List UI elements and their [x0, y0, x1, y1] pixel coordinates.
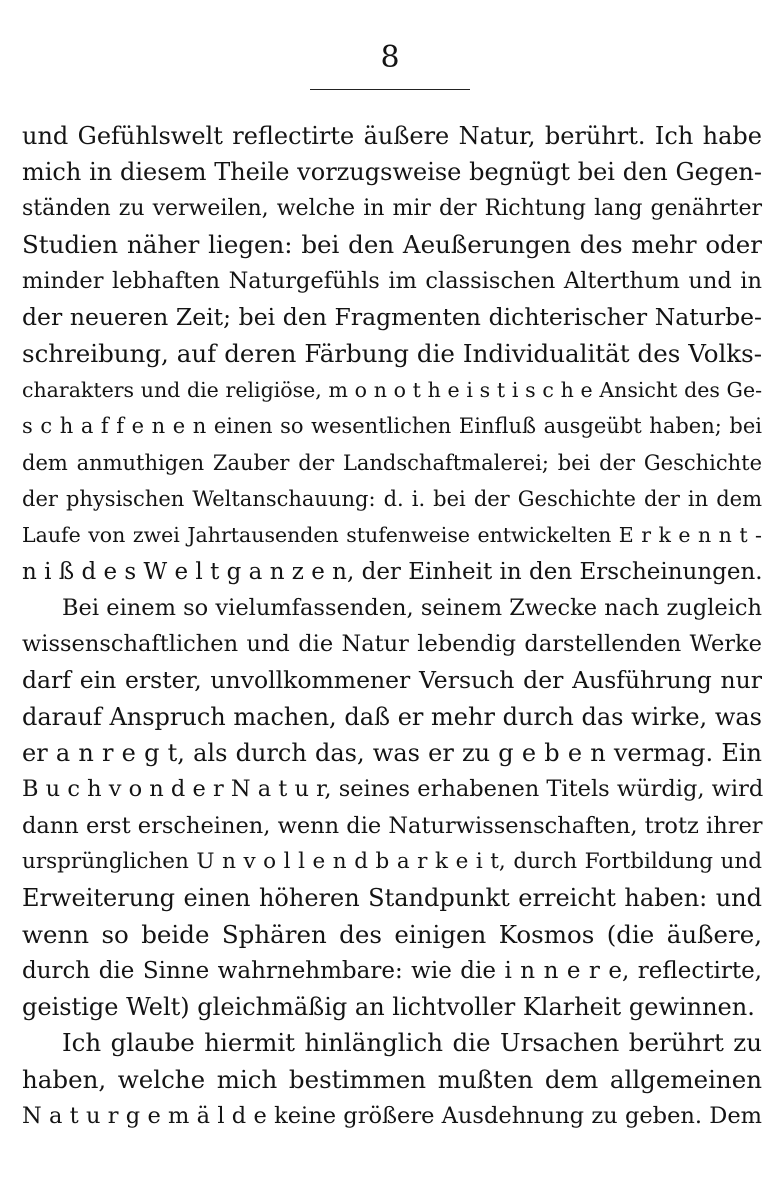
- text-line: B u c h v o n d e r N a t u r, seines erhabenen Titels würdig, wird: [22, 776, 764, 803]
- text-line: Studien näher liegen: bei den Aeußerungen des mehr oder: [22, 229, 762, 259]
- text-line: ständen zu verweilen, welche in mir der Richtung lang genährter: [22, 195, 762, 221]
- text-line: minder lebhaften Naturgefühls im classischen Alterthum und in: [22, 268, 762, 295]
- text-line: Bei einem so vielumfassenden, seinem Zwecke nach zugleich: [62, 594, 762, 621]
- text-line: er a n r e g t, als durch das, was er zu g e b e n vermag. Ein: [22, 739, 762, 768]
- text-line: charakters und die religiöse, m o n o t h e i s t i s c h e Ansicht des Ge-: [22, 378, 762, 403]
- page-number: 8: [380, 40, 400, 75]
- header-rule: [310, 89, 470, 90]
- text-line: darauf Anspruch machen, daß er mehr durch das wirke, was: [22, 702, 762, 731]
- text-line: wenn so beide Sphären des einigen Kosmos (die äußere,: [22, 919, 762, 949]
- text-line: Laufe von zwei Jahrtausenden stufenweise entwickelten E r k e n n t -: [22, 523, 762, 548]
- text-line: Ich glaube hiermit hinlänglich die Ursachen berührt zu: [62, 1028, 762, 1058]
- body-text: [22, 118, 762, 1134]
- text-line: ursprünglichen U n v o l l e n d b a r k e i t, durch Fortbildung und: [22, 848, 762, 874]
- text-line: haben, welche mich bestimmen mußten dem allgemeinen: [22, 1064, 762, 1094]
- text-line: s c h a f f e n e n einen so wesentlichen Einfluß ausgeübt haben; bei: [22, 414, 762, 439]
- text-line: der neueren Zeit; bei den Fragmenten dichterischer Naturbe-: [22, 303, 762, 332]
- text-line: schreibung, auf deren Färbung die Individualität des Volks-: [22, 338, 762, 368]
- text-line: darf ein erster, unvollkommener Versuch der Ausführung nur: [22, 666, 762, 695]
- text-line: durch die Sinne wahrnehmbare: wie die i n n e r e, reflectirte,: [22, 957, 762, 984]
- text-line: dem anmuthigen Zauber der Landschaftmalerei; bei der Geschichte: [22, 450, 762, 475]
- text-line: wissenschaftlichen und die Natur lebendig darstellenden Werke: [22, 631, 762, 658]
- text-line: n i ß d e s W e l t g a n z e n, der Einheit in den Erscheinungen.: [22, 558, 763, 585]
- text-line: der physischen Weltanschauung: d. i. bei der Geschichte der in dem: [22, 486, 762, 511]
- text-line: N a t u r g e m ä l d e keine größere Ausdehnung zu geben. Dem: [22, 1103, 762, 1130]
- text-line: und Gefühlswelt reflectirte äußere Natur, berührt. Ich habe: [22, 122, 762, 150]
- text-line: dann erst erscheinen, wenn die Naturwissenschaften, trotz ihrer: [22, 812, 763, 839]
- text-line: mich in diesem Theile vorzugsweise begnügt bei den Gegen-: [22, 158, 762, 187]
- text-line: geistige Welt) gleichmäßig an lichtvoller Klarheit gewinnen.: [22, 993, 755, 1022]
- text-line: Erweiterung einen höheren Standpunkt erreicht haben: und: [22, 884, 762, 913]
